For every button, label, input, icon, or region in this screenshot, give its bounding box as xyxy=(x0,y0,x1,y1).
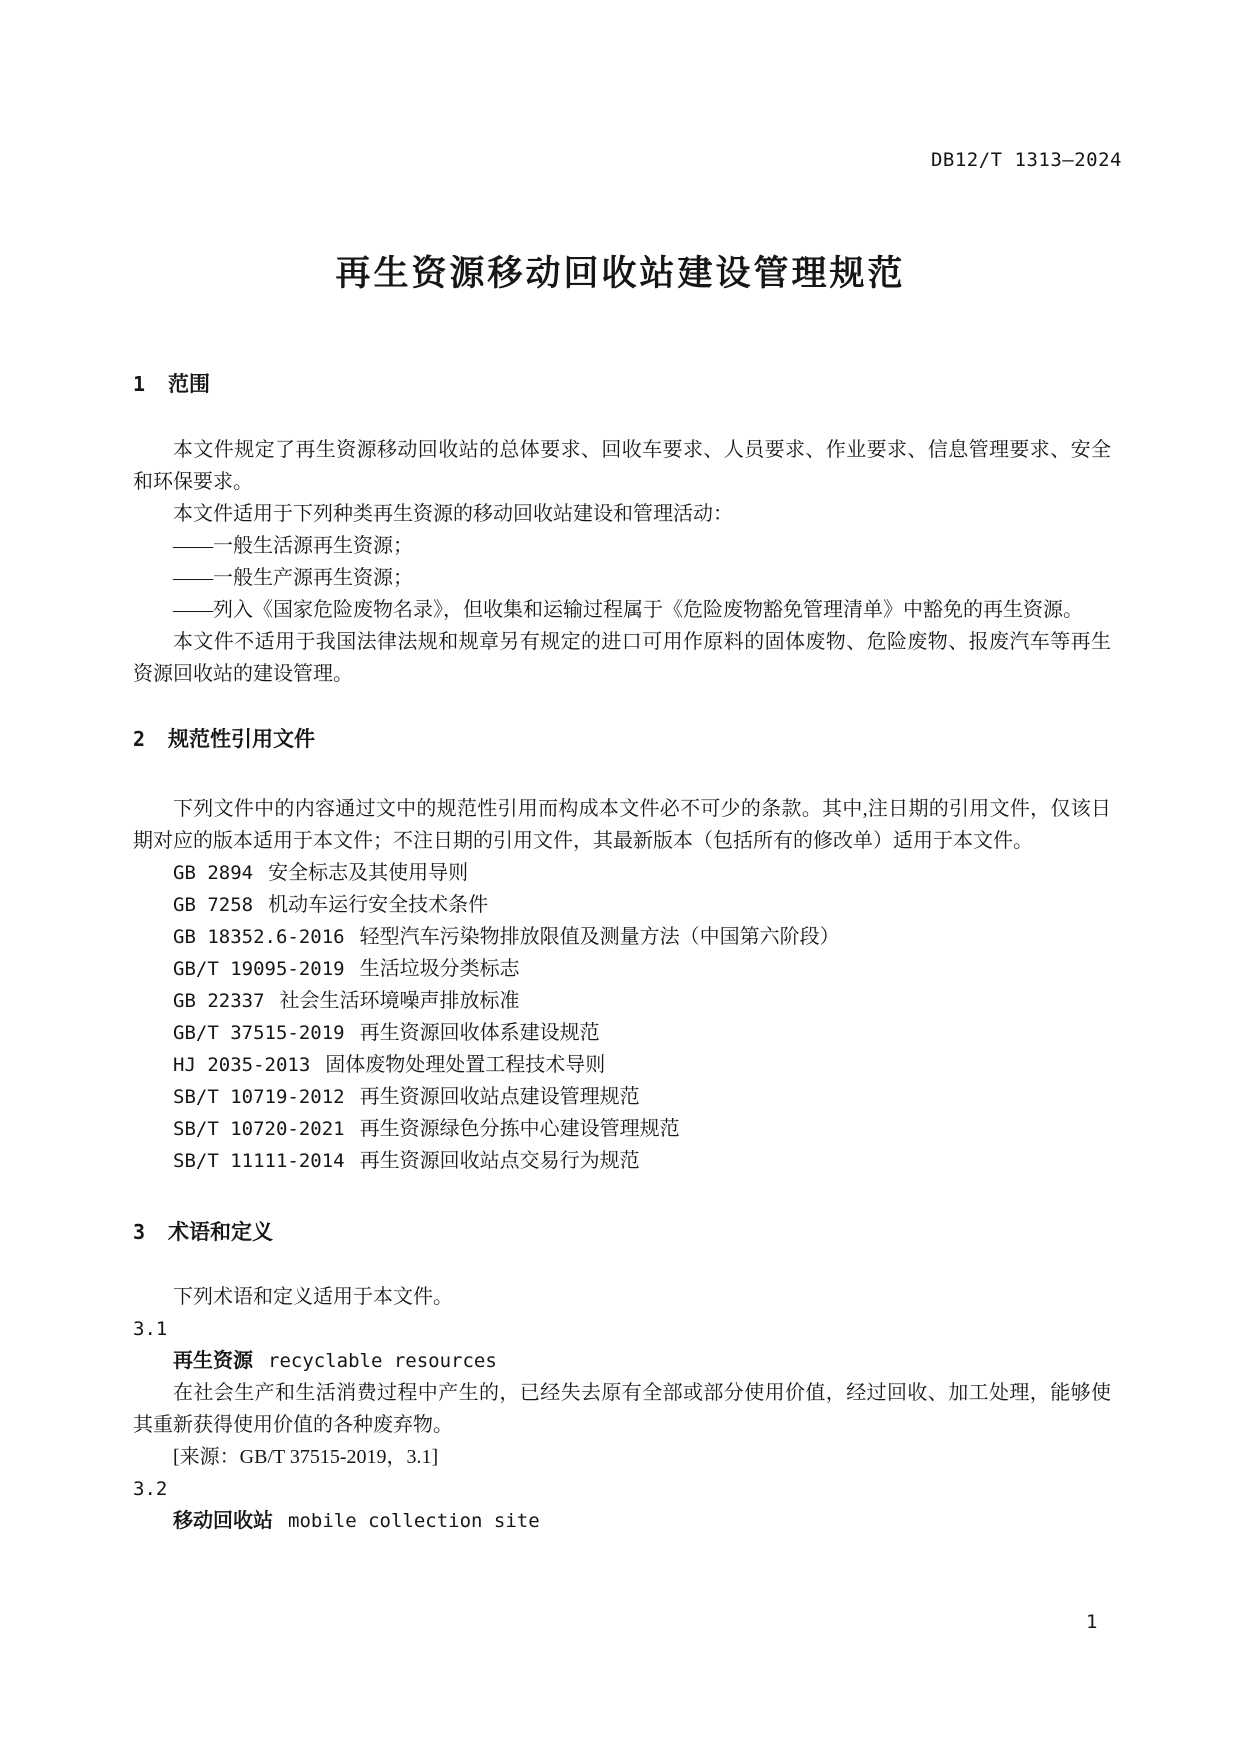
reference-code: SB/T 11111-2014 xyxy=(173,1150,345,1172)
section-1-title: 范围 xyxy=(168,373,210,396)
reference-title: 再生资源回收站点交易行为规范 xyxy=(359,1150,640,1172)
term-name-zh: 移动回收站 xyxy=(173,1510,273,1532)
term-source-citation: [来源：GB/T 37515-2019，3.1] xyxy=(173,1446,439,1468)
standard-code: DB12/T 1313—2024 xyxy=(930,149,1122,171)
document-body xyxy=(133,371,1111,1537)
list-item: ——列入《国家危险废物名录》，但收集和运输过程属于《危险废物豁免管理清单》中豁免的再生资源。 xyxy=(173,599,1083,621)
section-2-heading xyxy=(133,726,1111,753)
reference-code: GB/T 37515-2019 xyxy=(173,1022,345,1044)
reference-title: 轻型汽车污染物排放限值及测量方法（中国第六阶段） xyxy=(359,926,840,948)
section-1-paragraph-2: 本文件适用于下列种类再生资源的移动回收站建设和管理活动： xyxy=(173,503,733,525)
term-name-zh: 再生资源 xyxy=(173,1350,253,1372)
reference-code: GB 2894 xyxy=(173,862,254,884)
section-1-paragraph-3: 本文件不适用于我国法律法规和规章另有规定的进口可用作原料的固体废物、危险废物、报废汽车等再生资源回收站的建设管理。 xyxy=(133,631,1111,685)
section-2-number: 2 xyxy=(133,727,146,751)
reference-code: GB 7258 xyxy=(173,894,254,916)
page-number: 1 xyxy=(1086,1611,1098,1633)
section-1-number: 1 xyxy=(133,372,146,396)
reference-title: 生活垃圾分类标志 xyxy=(359,958,520,980)
reference-title: 固体废物处理处置工程技术导则 xyxy=(325,1054,606,1076)
section-3-number: 3 xyxy=(133,1220,146,1244)
list-item: ——一般生产源再生资源； xyxy=(173,567,413,589)
reference-item xyxy=(133,1049,1111,1081)
section-3-title: 术语和定义 xyxy=(168,1221,273,1244)
reference-item xyxy=(133,889,1111,921)
reference-title: 社会生活环境噪声排放标准 xyxy=(279,990,520,1012)
document-title: 再生资源移动回收站建设管理规范 xyxy=(335,254,906,293)
reference-item xyxy=(133,1113,1111,1145)
reference-title: 再生资源回收体系建设规范 xyxy=(359,1022,600,1044)
reference-item xyxy=(133,1145,1111,1177)
reference-item xyxy=(133,1017,1111,1049)
section-1-heading xyxy=(133,371,1111,398)
reference-item xyxy=(133,857,1111,889)
reference-title: 机动车运行安全技术条件 xyxy=(268,894,489,916)
term-number: 3.1 xyxy=(133,1318,168,1340)
reference-item xyxy=(133,985,1111,1017)
section-2-paragraph-1: 下列文件中的内容通过文中的规范性引用而构成本文件必不可少的条款。其中,注日期的引用文件，仅该日期对应的版本适用于本文件；不注日期的引用文件，其最新版本（包括所有的修改单）适用于本文件。 xyxy=(133,798,1111,852)
reference-item xyxy=(133,921,1111,953)
term-definition: 在社会生产和生活消费过程中产生的，已经失去原有全部或部分使用价值，经过回收、加工处理，能够使其重新获得使用价值的各种废弃物。 xyxy=(133,1382,1111,1436)
term-entry xyxy=(133,1505,1111,1537)
reference-title: 安全标志及其使用导则 xyxy=(268,862,469,884)
reference-title: 再生资源绿色分拣中心建设管理规范 xyxy=(359,1118,680,1140)
reference-code: GB 18352.6-2016 xyxy=(173,926,345,948)
section-1-paragraph-1: 本文件规定了再生资源移动回收站的总体要求、回收车要求、人员要求、作业要求、信息管理要求、安全和环保要求。 xyxy=(133,439,1111,493)
section-3-heading xyxy=(133,1219,1111,1246)
term-name-en: mobile collection site xyxy=(288,1510,540,1532)
list-item: ——一般生活源再生资源； xyxy=(173,535,413,557)
term-name-en: recyclable resources xyxy=(268,1350,497,1372)
reference-code: GB 22337 xyxy=(173,990,265,1012)
term-entry xyxy=(133,1345,1111,1377)
reference-code: HJ 2035-2013 xyxy=(173,1054,311,1076)
reference-code: GB/T 19095-2019 xyxy=(173,958,345,980)
term-number: 3.2 xyxy=(133,1478,168,1500)
reference-item xyxy=(133,1081,1111,1113)
section-3-paragraph-1: 下列术语和定义适用于本文件。 xyxy=(173,1286,453,1308)
reference-code: SB/T 10720-2021 xyxy=(173,1118,345,1140)
reference-item xyxy=(133,953,1111,985)
section-2-title: 规范性引用文件 xyxy=(168,728,315,751)
reference-code: SB/T 10719-2012 xyxy=(173,1086,345,1108)
reference-title: 再生资源回收站点建设管理规范 xyxy=(359,1086,640,1108)
